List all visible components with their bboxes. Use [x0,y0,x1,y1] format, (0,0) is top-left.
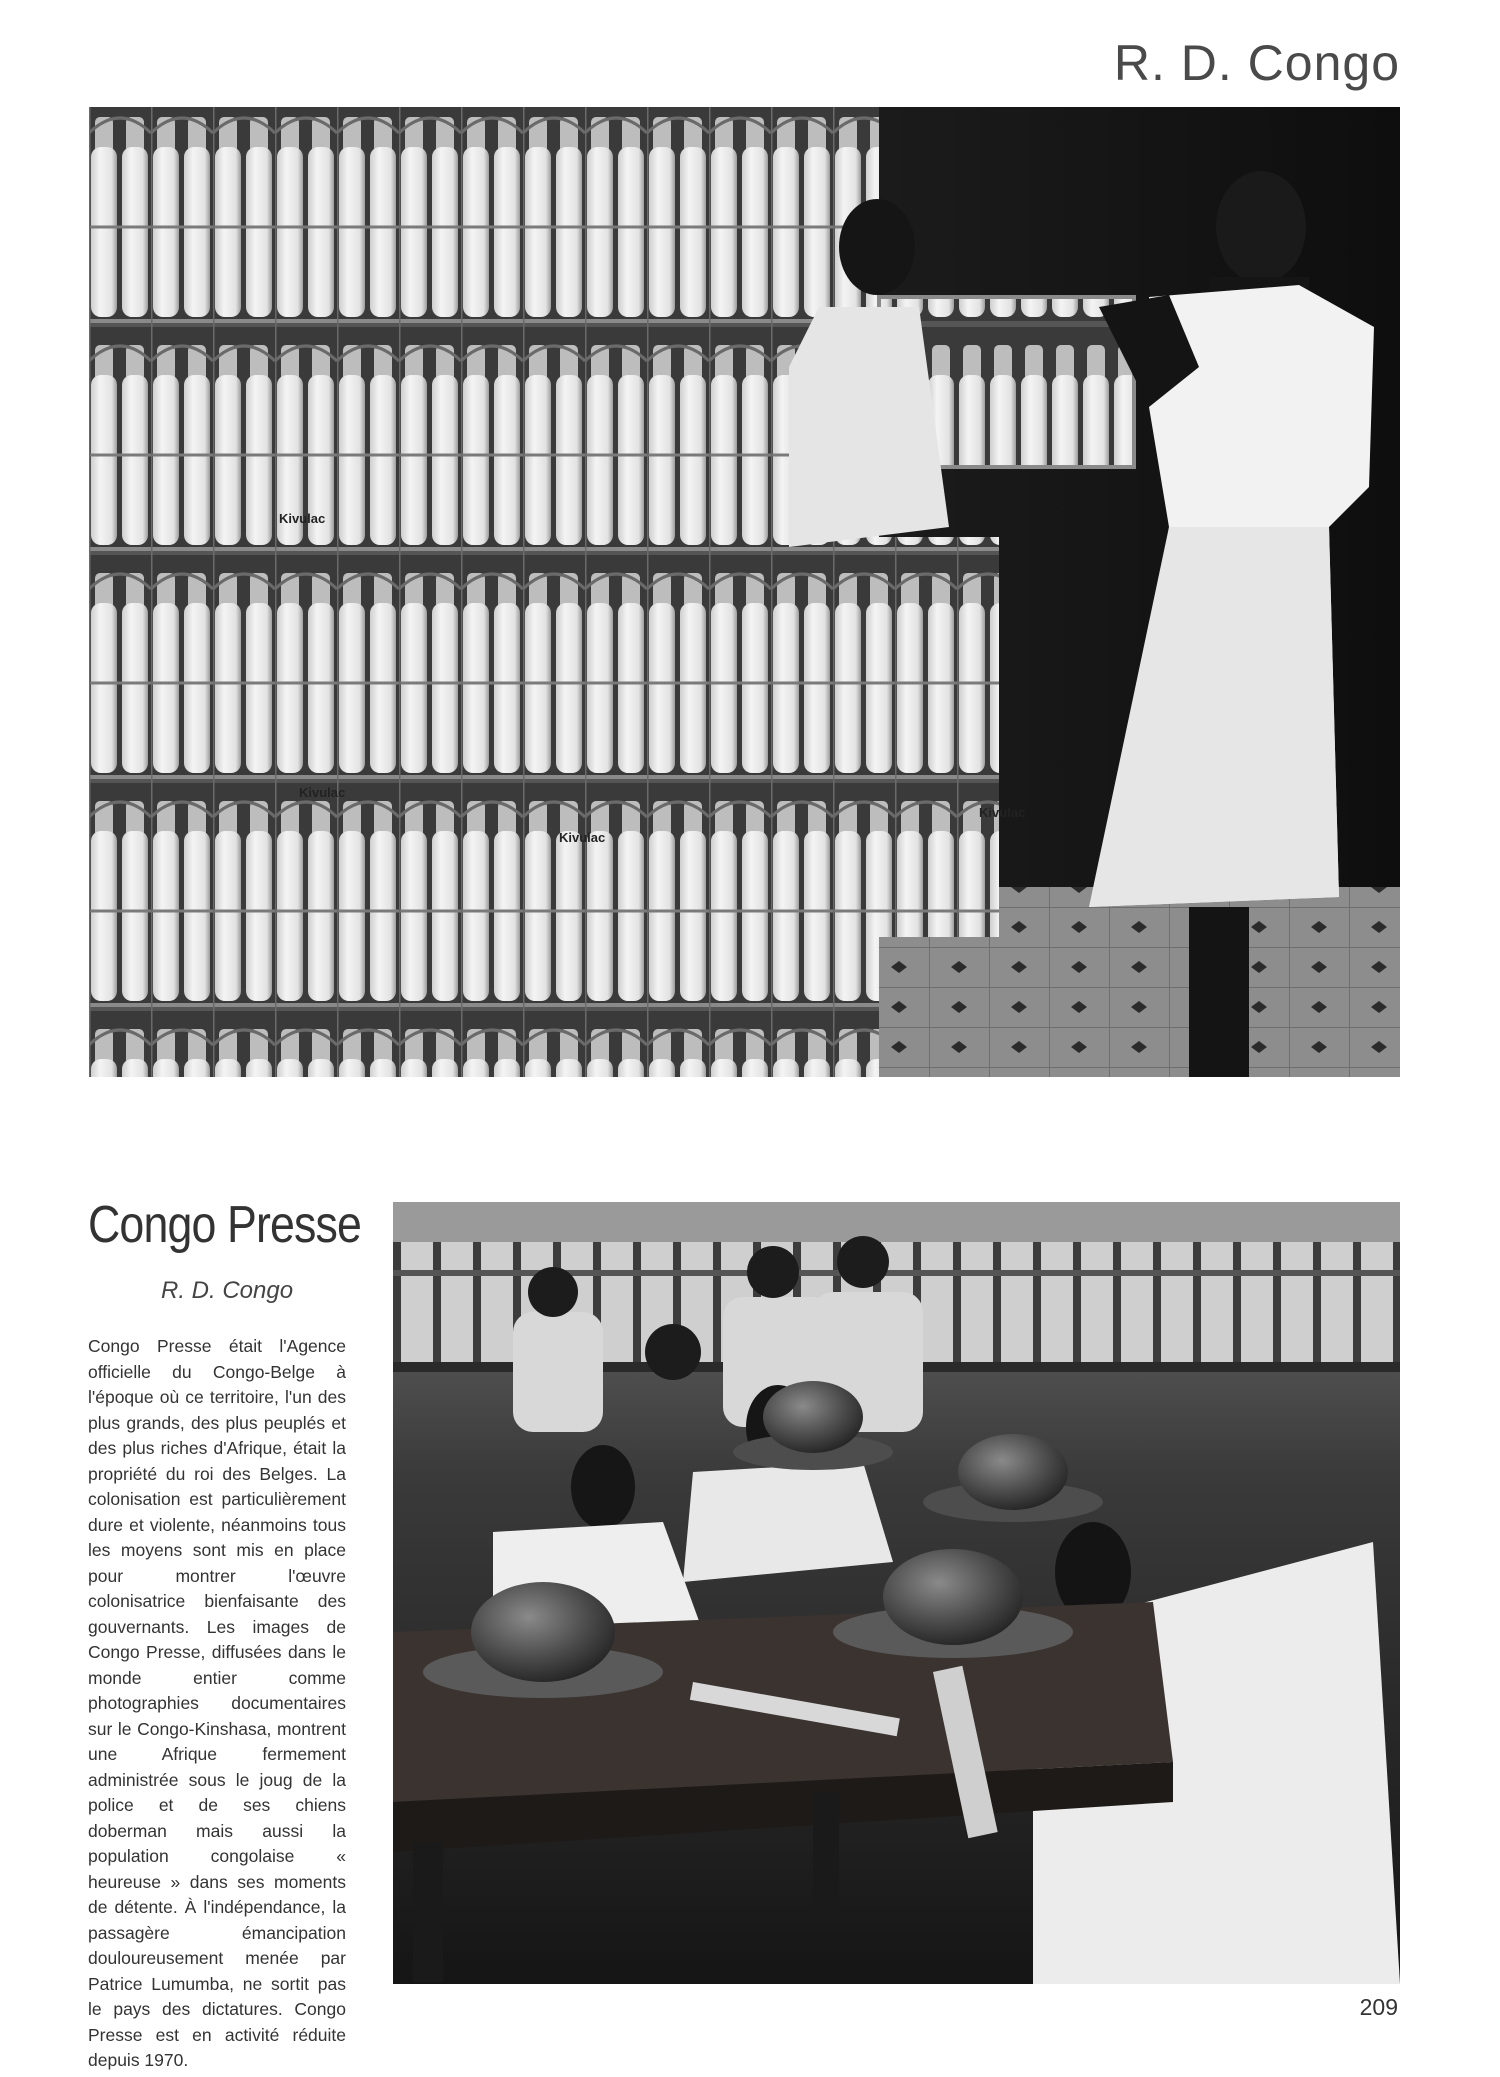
article-subtitle: R. D. Congo [161,1277,294,1304]
photo-milk-crates [89,107,1400,1077]
article-title: Congo Presse [88,1196,362,1254]
bottle-label: Kivulac [559,830,606,845]
bottle-label: Kivulac [979,805,1026,820]
bottle-label: Kivulac [279,511,326,526]
photo-helmet-workshop-image [393,1202,1400,1984]
bottle-label: Kivulac [299,785,346,800]
page-number: 209 [1359,1994,1398,2020]
page-header-country: R. D. Congo [1113,35,1400,91]
photo-milk-crates-image [89,107,1400,1077]
article-body: Congo Presse était l'Agence officielle du Congo-Belge à l'époque où ce territoire, l'un des plus grands, des plus peuplés et des plus riches d'Afrique, était la propriété du roi des Belges. La colonisation est particulièrement dure et violente, néanmoins tous les moyens sont mis en place pour montrer l'œuvre colonisatrice bienfaisante des gouvernants. Les images de Congo Presse, diffusées dans le monde entier comme photographies documentaires sur le Congo-Kinshasa, montrent une Afrique fermement administrée sous le joug de la police et de ses chiens doberman mais aussi la population congolaise « heureuse » dans ses moments de détente. À l'indépendance, la passagère émancipation douloureusement menée par Patrice Lumumba, ne sortit pas le pays des dictatures. Congo Presse est en activité réduite depuis 1970. [88,1336,346,2070]
photo-helmet-workshop [393,1202,1400,1984]
